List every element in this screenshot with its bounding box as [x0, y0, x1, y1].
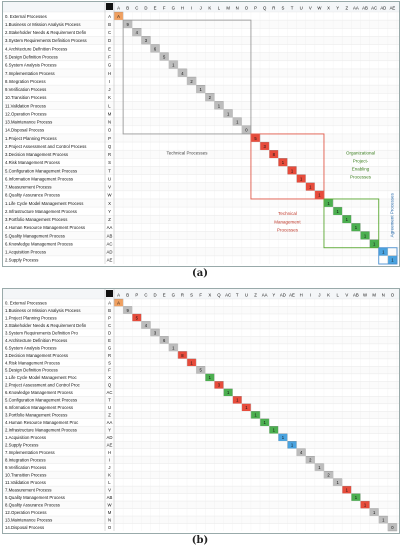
process-row-label: 1.Business or Mission Analysis Process	[5, 307, 81, 313]
process-row-label: 1.Project Planning Process	[5, 315, 57, 321]
column-header: AE	[389, 5, 396, 11]
process-row-code: O	[107, 524, 112, 530]
process-row-code: M	[107, 509, 112, 515]
diagonal-value: 3	[263, 143, 266, 149]
diagonal-value: 1	[290, 168, 294, 174]
process-row-label: 6.System Analysis Process	[5, 345, 57, 351]
process-row-label: 2.Project Assessment and Control Process	[5, 143, 87, 149]
process-row-label: 8.Quality Assurance Process	[5, 192, 60, 198]
process-row-label: 5.Configuration Management Process	[5, 397, 78, 403]
process-row-label: 13.Maintenance Process	[5, 517, 53, 523]
diagonal-value: 3	[217, 382, 221, 388]
diagonal-value: 1	[217, 103, 221, 109]
process-row-label: 12.Operation Process	[5, 111, 47, 117]
column-header: D	[153, 292, 157, 298]
column-header: R	[272, 5, 276, 11]
diagonal-value: 1	[236, 119, 239, 125]
process-row-code: V	[108, 487, 111, 493]
diagonal-value: 1	[190, 360, 193, 366]
column-header: K	[327, 292, 330, 298]
dsm-panel-a	[2, 1, 400, 267]
column-header: H	[299, 292, 303, 298]
process-row-code: D	[107, 38, 112, 44]
process-row-label: 5.Quality Management Process	[5, 233, 65, 239]
process-row-label: 14.Disposal Process	[5, 524, 45, 530]
diagonal-value: 2	[309, 457, 312, 463]
process-row-label: 1.Acquisition Process	[5, 435, 47, 441]
column-header: G	[171, 292, 176, 298]
diagonal-value: 0	[245, 127, 248, 133]
column-header: Y	[336, 5, 340, 11]
column-header: S	[281, 5, 285, 11]
process-row-label: 0. External Processes	[5, 300, 47, 306]
diagonal-value: 1	[345, 217, 348, 223]
process-row-code: C	[107, 30, 112, 36]
process-row-label: 7.Implementation Process	[5, 450, 55, 456]
process-row-label: 6.Information Management Process	[5, 405, 74, 411]
column-header: L	[336, 292, 339, 298]
diagonal-value: 1	[281, 435, 285, 441]
column-header: I	[190, 5, 193, 11]
process-row-code: Z	[108, 217, 111, 223]
column-header: T	[290, 5, 294, 11]
diagonal-value: A	[117, 13, 120, 19]
group-label-organizational: Organizational	[345, 150, 375, 156]
column-header: N	[381, 292, 385, 298]
process-row-code: N	[107, 119, 112, 125]
process-row-code: AC	[106, 241, 113, 247]
process-row-label: 13.Maintenance Process	[5, 119, 53, 125]
diagonal-value: 1	[354, 225, 358, 231]
process-row-label: 6.Knowledge Management Process	[5, 390, 73, 396]
column-header: F	[162, 5, 166, 11]
diagonal-value: 1	[199, 87, 202, 93]
process-row-label: 5.Quality Management Process	[5, 494, 65, 500]
column-header: B	[126, 5, 130, 11]
diagonal-value: 5	[254, 135, 257, 141]
process-row-code: B	[108, 307, 111, 313]
column-header: X	[327, 5, 330, 11]
column-header: I	[309, 292, 311, 298]
process-row-code: R	[107, 152, 112, 158]
diagonal-value: 4	[135, 30, 138, 36]
diagonal-value: 1	[345, 487, 348, 493]
process-row-label: 1.Business or Mission Analysis Process	[5, 21, 81, 27]
process-row-code: J	[108, 87, 111, 93]
process-row-code: N	[107, 517, 112, 523]
process-row-code: X	[108, 200, 111, 206]
column-header: M	[226, 5, 230, 11]
process-row-label: 7.Measurement Process	[5, 487, 52, 493]
column-header: H	[180, 5, 185, 11]
diagonal-value: 1	[290, 442, 294, 448]
process-row-code: P	[108, 135, 111, 141]
column-header: AC	[371, 5, 378, 11]
column-header: O	[244, 5, 249, 11]
column-header: J	[199, 5, 202, 11]
group-label-organizational: Project-	[352, 158, 369, 164]
column-header: M	[372, 292, 376, 298]
process-row-label: 2.Supply Process	[5, 257, 39, 263]
process-row-code: T	[108, 168, 111, 174]
diagonal-value: 1	[391, 257, 394, 263]
process-row-code: AB	[106, 233, 113, 239]
column-header: V	[345, 292, 349, 298]
diagonal-value: 1	[208, 375, 212, 381]
diagonal-value: 1	[245, 405, 248, 411]
group-label-management: Processes	[276, 227, 298, 233]
diagonal-value: 1	[318, 192, 321, 198]
process-row-label: 2.Stakeholder Needs & Requirement Defin	[5, 322, 87, 328]
process-row-code: Y	[108, 208, 111, 214]
process-row-label: 2.Infrastructure Management Process	[5, 427, 77, 433]
diagonal-value: 1	[318, 465, 321, 471]
column-header: Z	[254, 292, 257, 298]
process-row-label: 7.Implementation Process	[5, 70, 55, 76]
diagonal-value: 1	[172, 62, 175, 68]
process-row-label: 4.Architecture Definition Process	[5, 46, 68, 52]
diagonal-value: 1	[299, 176, 303, 182]
group-label-management: Technical	[278, 211, 297, 217]
process-row-code: W	[107, 502, 112, 508]
process-row-label: 3.System Requirements Definition Pro	[5, 330, 78, 336]
diagonal-value: 1	[226, 111, 230, 117]
process-row-code: H	[107, 70, 112, 76]
process-row-label: 7.Measurement Process	[5, 184, 52, 190]
column-header: C	[144, 292, 148, 298]
process-row-label: 4.Human Resource Management Proc	[5, 420, 79, 426]
column-header: F	[199, 292, 203, 298]
process-row-label: 6.Knowledge Management Process	[5, 241, 73, 247]
process-row-code: D	[107, 330, 112, 336]
process-row-label: 3.Decision Management Process	[5, 352, 69, 358]
process-row-code: AD	[106, 435, 113, 441]
process-row-label: 3.Portfolio Management Process	[5, 412, 68, 418]
diagonal-value: 1	[327, 200, 330, 206]
diagonal-value: A	[117, 300, 120, 306]
process-row-code: F	[108, 54, 111, 60]
diagonal-value: 1	[373, 509, 376, 515]
group-label-management: Management	[274, 219, 301, 225]
process-row-label: 6.System Analysis Process	[5, 62, 57, 68]
process-row-label: 9.Verification Process	[5, 87, 47, 93]
matrix-corner-icon	[106, 290, 113, 297]
diagonal-value: 1	[382, 517, 385, 523]
process-row-code: A	[108, 300, 111, 306]
process-row-code: X	[108, 375, 111, 381]
diagonal-value: 1	[363, 502, 367, 508]
diagonal-value: 1	[226, 390, 230, 396]
group-label-agreement: Agreement Processes	[389, 193, 395, 238]
column-header: AD	[279, 292, 286, 298]
process-row-label: 2.Project Assessment and Control Proc	[5, 382, 80, 388]
process-row-label: 5.Configuration Management Process	[5, 168, 78, 174]
diagonal-value: 1	[172, 345, 175, 351]
diagonal-value: 4	[144, 322, 148, 328]
diagonal-value: 1	[236, 397, 239, 403]
diagonal-value: 3	[144, 38, 148, 44]
diagonal-value: 9	[126, 21, 129, 27]
process-row-label: 0. External Processes	[5, 13, 47, 19]
diagonal-value: 0	[391, 524, 394, 530]
column-header: E	[153, 5, 157, 11]
diagonal-value: 2	[190, 78, 193, 84]
process-row-code: E	[108, 46, 111, 52]
process-row-code: U	[107, 405, 112, 411]
diagonal-value: 1	[363, 233, 367, 239]
process-row-label: 5.Design Definition Process	[5, 367, 58, 373]
process-row-code: V	[108, 184, 111, 190]
group-label-organizational: Processes	[349, 174, 371, 180]
diagonal-value: 1	[254, 412, 257, 418]
dsm-matrix-b	[3, 289, 399, 533]
process-row-label: 4.Human Resource Management Process	[5, 225, 86, 231]
process-row-code: I	[108, 78, 111, 84]
process-row-code: O	[107, 127, 112, 133]
diagonal-value: 2	[208, 95, 212, 101]
process-row-label: 6.Information Management Process	[5, 176, 74, 182]
diagonal-value: 4	[181, 70, 184, 76]
diagonal-value: 1	[373, 241, 376, 247]
process-row-code: M	[107, 111, 112, 117]
group-label-technical: Technical Processes	[166, 150, 208, 156]
column-header: Z	[345, 5, 349, 11]
process-row-label: 2.Infrastructure Management Process	[5, 208, 77, 214]
process-row-code: G	[107, 345, 112, 351]
process-row-label: 11.Validation Process	[5, 103, 46, 109]
process-row-code: T	[108, 397, 111, 403]
process-row-label: 4.Risk Management Process	[5, 360, 60, 366]
dsm-panel-b	[2, 288, 400, 534]
process-row-code: AD	[106, 249, 113, 255]
process-row-code: H	[107, 450, 112, 456]
process-row-label: 3.Portfolio Management Process	[5, 217, 68, 223]
column-header: P	[254, 5, 257, 11]
process-row-code: L	[108, 480, 111, 486]
process-row-code: AB	[106, 494, 113, 500]
diagonal-value: 5	[163, 54, 166, 60]
diagonal-value: 1	[354, 494, 358, 500]
column-header: O	[390, 292, 395, 298]
process-row-code: S	[108, 360, 111, 366]
process-row-code: Q	[107, 143, 112, 149]
process-row-label: 8.Integration Process	[5, 78, 46, 84]
diagonal-value: 1	[382, 249, 385, 255]
process-row-code: AE	[106, 442, 113, 448]
column-header: K	[208, 5, 212, 11]
column-header: W	[363, 292, 368, 298]
column-header: L	[217, 5, 221, 11]
column-header: Q	[217, 292, 221, 298]
process-row-code: AA	[106, 420, 113, 426]
process-row-label: 3.System Requirements Definition Process	[5, 38, 87, 44]
column-header: S	[190, 292, 194, 298]
column-header: P	[135, 292, 139, 298]
diagonal-value: 1	[272, 427, 275, 433]
matrix-corner-icon	[106, 3, 113, 10]
column-header: X	[208, 292, 212, 298]
process-row-label: 1.Project Planning Process	[5, 135, 57, 141]
column-header: AE	[289, 292, 295, 298]
diagonal-value: 1	[281, 160, 285, 166]
process-row-label: 10.Transition Process	[5, 472, 47, 478]
process-row-code: Q	[107, 382, 112, 388]
process-row-code: Y	[108, 427, 111, 433]
diagonal-value: 3	[153, 330, 157, 336]
column-header: T	[235, 292, 239, 298]
process-row-code: K	[108, 95, 111, 101]
diagonal-value: 8	[272, 152, 275, 158]
column-header: AD	[380, 5, 387, 11]
process-row-label: 10.Transition Process	[5, 95, 47, 101]
process-row-code: P	[108, 315, 111, 321]
process-row-label: 12.Operation Process	[5, 509, 47, 515]
process-row-label: 2.Stakeholder Needs & Requirement Defin	[5, 30, 87, 36]
process-row-label: 4.Architecture Definition Process	[5, 337, 68, 343]
column-header: D	[144, 5, 148, 11]
diagonal-value: 6	[163, 337, 166, 343]
column-header: G	[171, 5, 176, 11]
column-header: A	[117, 5, 121, 11]
diagonal-value: 2	[327, 472, 330, 478]
process-row-label: 5.Design Definition Process	[5, 54, 58, 60]
process-row-code: G	[107, 62, 112, 68]
process-row-code: A	[108, 13, 111, 19]
column-header: AB	[353, 292, 359, 298]
column-header: AA	[353, 5, 359, 11]
panel-a-caption: (a)	[192, 268, 208, 279]
diagonal-value: 6	[153, 46, 157, 52]
process-row-code: U	[107, 176, 112, 182]
process-row-code: I	[108, 457, 111, 463]
process-row-code: J	[108, 465, 111, 471]
process-row-code: AC	[106, 390, 113, 396]
column-header: AB	[362, 5, 368, 11]
panel-b-caption: (b)	[191, 535, 209, 546]
process-row-code: K	[108, 472, 111, 478]
column-header: N	[235, 5, 239, 11]
process-row-code: AE	[106, 257, 113, 263]
diagonal-value: 5	[199, 367, 202, 373]
column-header: B	[126, 292, 130, 298]
column-header: E	[162, 292, 166, 298]
process-row-code: Z	[108, 412, 111, 418]
column-header: Y	[272, 292, 276, 298]
process-row-code: F	[108, 367, 111, 373]
column-header: C	[135, 5, 139, 11]
column-header: U	[244, 292, 248, 298]
column-header: W	[317, 5, 322, 11]
diagonal-value: 1	[309, 184, 312, 190]
column-header: AA	[261, 292, 268, 298]
process-row-label: 8.Quality Assurance Process	[5, 502, 60, 508]
process-row-label: 14.Disposal Process	[5, 127, 45, 133]
process-row-code: C	[107, 322, 112, 328]
column-header: A	[117, 292, 121, 298]
process-row-label: 2.Supply Process	[5, 442, 39, 448]
process-row-label: 1.Life Cycle Model Management Proc	[5, 375, 77, 381]
process-row-label: 3.Decision Management Process	[5, 152, 69, 158]
process-row-label: 4.Risk Management Process	[5, 160, 60, 166]
process-row-label: 1.Life Cycle Model Management Process	[5, 200, 84, 206]
column-header: AC	[225, 292, 232, 298]
process-row-code: S	[108, 160, 111, 166]
process-row-code: R	[107, 352, 112, 358]
process-row-label: 9.Verification Process	[5, 465, 47, 471]
diagonal-value: 8	[181, 352, 184, 358]
diagonal-value: 9	[126, 307, 129, 313]
process-row-code: E	[108, 337, 111, 343]
column-header: V	[308, 5, 312, 11]
process-row-code: AA	[106, 225, 113, 231]
group-label-organizational: Enabling	[351, 166, 370, 172]
process-row-label: 8.Integration Process	[5, 457, 46, 463]
process-row-code: W	[107, 192, 112, 198]
diagonal-value: 1	[336, 480, 339, 486]
column-header: Q	[262, 5, 267, 11]
process-row-code: B	[108, 21, 111, 27]
column-header: R	[180, 292, 185, 298]
column-header: J	[318, 292, 321, 298]
diagonal-value: 5	[135, 315, 138, 321]
process-row-label: 11.Validation Process	[5, 480, 46, 486]
dsm-matrix-a	[3, 2, 399, 266]
diagonal-value: 4	[299, 450, 303, 456]
diagonal-value: 1	[263, 420, 266, 426]
column-header: U	[299, 5, 303, 11]
process-row-code: L	[108, 103, 111, 109]
diagonal-value: 1	[336, 208, 339, 214]
process-row-label: 1.Acquisition Process	[5, 249, 47, 255]
